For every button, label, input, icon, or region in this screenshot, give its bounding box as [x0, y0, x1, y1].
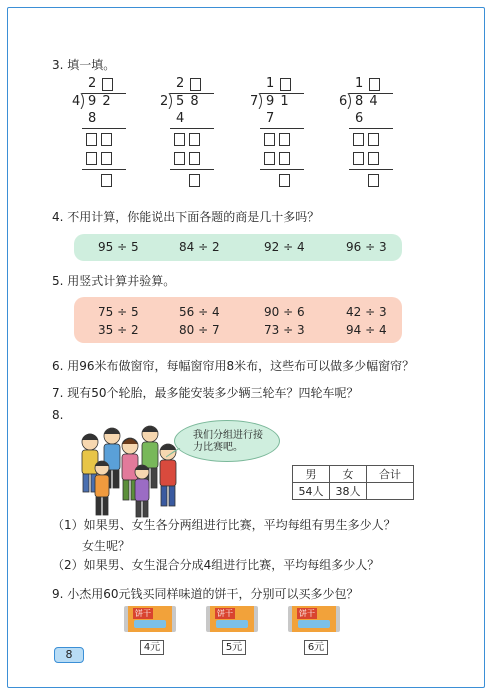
q5-expr: 56 ÷ 4 — [179, 305, 220, 319]
price-tag: 4元 — [140, 640, 164, 655]
answer-box[interactable] — [102, 78, 113, 91]
answer-box[interactable] — [353, 152, 364, 165]
product: 4 — [176, 111, 185, 126]
answer-box[interactable] — [101, 152, 112, 165]
q4-band — [74, 234, 402, 261]
q8-title: 8. — [52, 408, 64, 422]
q5-expr: 80 ÷ 7 — [179, 323, 220, 337]
division-bracket — [168, 93, 174, 109]
answer-box[interactable] — [280, 78, 291, 91]
subtract-line — [260, 169, 304, 170]
q4-expr: 96 ÷ 3 — [346, 240, 387, 254]
biscuit-label: 饼干 — [135, 609, 151, 618]
price-tag: 5元 — [222, 640, 246, 655]
answer-box[interactable] — [86, 133, 97, 146]
answer-box[interactable] — [264, 152, 275, 165]
quotient-digit: 2 — [88, 76, 97, 91]
biscuit-image-icon — [298, 620, 330, 628]
q9-title: 9. 小杰用60元钱买同样味道的饼干，分别可以买多少包？ — [52, 587, 359, 601]
biscuit-label: 饼干 — [299, 609, 315, 618]
divisor: 7 — [250, 94, 259, 109]
header-total: 合计 — [367, 466, 414, 483]
bubble-text — [193, 430, 263, 454]
q4-expr: 95 ÷ 5 — [98, 240, 139, 254]
dividend: 8 4 — [355, 94, 379, 109]
biscuit-package — [288, 606, 340, 632]
biscuit-package — [124, 606, 176, 632]
answer-box[interactable] — [369, 78, 380, 91]
answer-box[interactable] — [174, 152, 185, 165]
dividend: 9 2 — [88, 94, 112, 109]
long-division-problem — [158, 76, 218, 194]
q5-expr: 42 ÷ 3 — [346, 305, 387, 319]
product: 7 — [266, 111, 275, 126]
q5-expr: 75 ÷ 5 — [98, 305, 139, 319]
quotient-digit: 1 — [266, 76, 275, 91]
student-count-table — [292, 465, 414, 500]
quotient-digit: 2 — [176, 76, 185, 91]
answer-box[interactable] — [174, 133, 185, 146]
answer-box[interactable] — [279, 174, 290, 187]
price-tag: 6元 — [304, 640, 328, 655]
q5-expr: 73 ÷ 3 — [264, 323, 305, 337]
subtract-line — [260, 128, 304, 129]
q8-sub1-line1: （1）如果男、女生各分两组进行比赛，平均每组有男生多少人？ — [52, 518, 396, 532]
subtract-line — [170, 128, 214, 129]
biscuit-image-icon — [134, 620, 166, 628]
header-girls: 女 — [330, 466, 367, 483]
q4-title: 4. 不用计算，你能说出下面各题的商是几十多吗？ — [52, 210, 320, 224]
product: 8 — [88, 111, 97, 126]
long-division-problem — [248, 76, 308, 194]
divisor: 4 — [72, 94, 81, 109]
product: 6 — [355, 111, 364, 126]
long-division-problem — [337, 76, 397, 194]
subtract-line — [349, 169, 393, 170]
answer-box[interactable] — [189, 174, 200, 187]
biscuit-image-icon — [216, 620, 248, 628]
divisor: 2 — [160, 94, 169, 109]
answer-box[interactable] — [86, 152, 97, 165]
dividend: 5 8 — [176, 94, 200, 109]
page-number: 8 — [54, 647, 84, 663]
subtract-line — [82, 128, 126, 129]
answer-box[interactable] — [353, 133, 364, 146]
answer-box[interactable] — [189, 133, 200, 146]
divisor: 6 — [339, 94, 348, 109]
subtract-line — [170, 169, 214, 170]
cell-boys: 54人 — [293, 483, 330, 500]
biscuit-label: 饼干 — [217, 609, 233, 618]
speech-bubble — [174, 420, 280, 462]
quotient-digit: 1 — [355, 76, 364, 91]
q5-title: 5. 用竖式计算并验算。 — [52, 274, 176, 288]
subtract-line — [349, 128, 393, 129]
bubble-line-2: 力比赛吧。 — [193, 442, 243, 453]
children-illustration — [72, 420, 184, 520]
q5-expr: 35 ÷ 2 — [98, 323, 139, 337]
answer-box[interactable] — [368, 133, 379, 146]
answer-box[interactable] — [101, 174, 112, 187]
biscuit-package — [206, 606, 258, 632]
division-bracket — [80, 93, 86, 109]
answer-box[interactable] — [368, 152, 379, 165]
subtract-line — [82, 169, 126, 170]
long-division-problem — [70, 76, 130, 194]
answer-box[interactable] — [368, 174, 379, 187]
bubble-line-1: 我们分组进行接 — [193, 430, 263, 441]
q4-expr: 84 ÷ 2 — [179, 240, 220, 254]
answer-box[interactable] — [189, 152, 200, 165]
division-bracket — [258, 93, 264, 109]
cell-girls: 38人 — [330, 483, 367, 500]
q6-title: 6. 用96米布做窗帘，每幅窗帘用8米布，这些布可以做多少幅窗帘？ — [52, 359, 415, 373]
answer-box[interactable] — [190, 78, 201, 91]
q4-expr: 92 ÷ 4 — [264, 240, 305, 254]
table-row — [293, 483, 414, 500]
q7-title: 7. 现有50个轮胎，最多能安装多少辆三轮车？四轮车呢？ — [52, 386, 359, 400]
q5-expr: 94 ÷ 4 — [346, 323, 387, 337]
q8-sub1-line2: 女生呢？ — [82, 539, 131, 553]
q3-title: 3. 填一填。 — [52, 58, 116, 72]
header-boys: 男 — [293, 466, 330, 483]
q8-sub2: （2）如果男、女生混合分成4组进行比赛，平均每组多少人？ — [52, 558, 380, 572]
answer-box[interactable] — [264, 133, 275, 146]
answer-box[interactable] — [101, 133, 112, 146]
answer-box[interactable] — [279, 152, 290, 165]
q5-band — [74, 297, 402, 343]
answer-box[interactable] — [279, 133, 290, 146]
table-header-row — [293, 466, 414, 483]
dividend: 9 1 — [266, 94, 290, 109]
division-bracket — [347, 93, 353, 109]
cell-total — [367, 483, 414, 500]
q5-expr: 90 ÷ 6 — [264, 305, 305, 319]
bubble-tail — [166, 448, 182, 458]
